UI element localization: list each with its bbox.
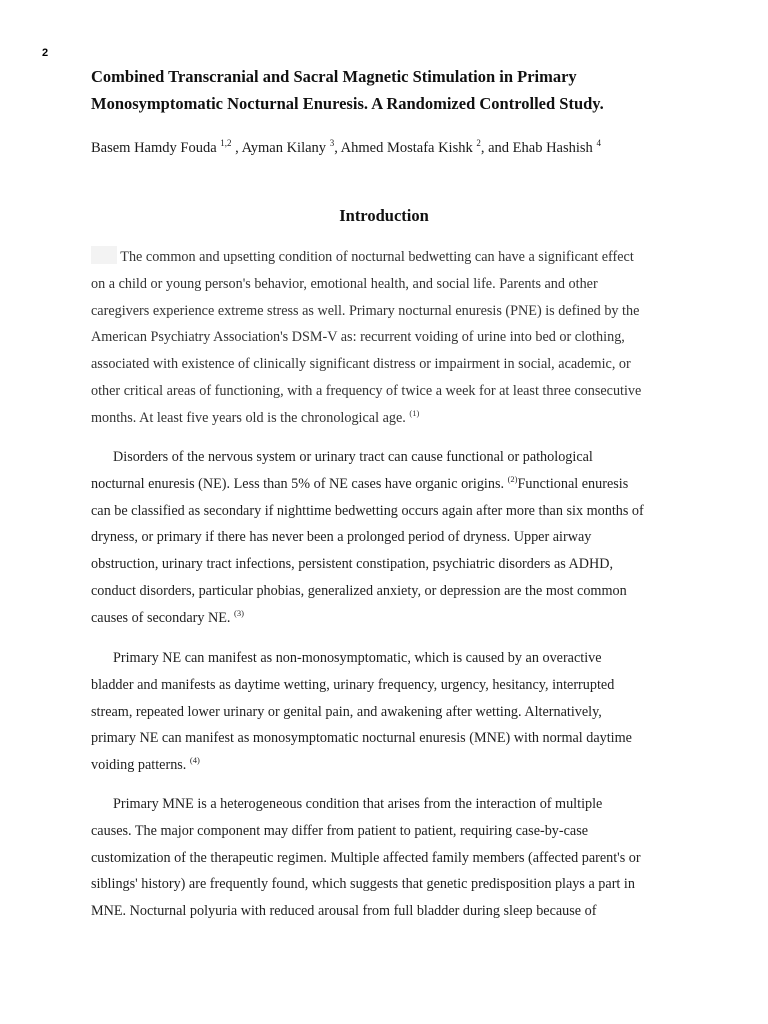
paragraph-line: American Psychiatry Association's DSM-V as: recurrent voiding of urine into bed or clothing, [91,329,625,346]
paragraph-line: other critical areas of functioning, with a frequency of twice a week for at least three consecutive [91,382,642,399]
paragraph-line: MNE. Nocturnal polyuria with reduced arousal from full bladder during sleep because of [91,903,597,920]
author-name: Ehab Hashish [512,140,593,156]
body-paragraph [91,645,691,779]
paragraph-line: The common and upsetting condition of nocturnal bedwetting can have a significant effect [117,249,634,265]
author-separator: , and [480,140,513,156]
paragraph-line: stream, repeated lower urinary or genital pain, and awakening after wetting. Alternatively, [91,703,602,720]
reference-marker: (2) [507,473,518,484]
author-separator: , [231,140,242,156]
paragraph-line: can be classified as secondary if nighttime bedwetting occurs again after more than six months of [91,502,644,519]
author-affiliation: 2 [476,138,481,148]
author-name: Ayman Kilany [241,140,327,156]
author-list [91,138,601,158]
body-paragraph [91,791,691,925]
author-affiliation: 1,2 [220,138,232,148]
author-separator: , [334,140,341,156]
paragraph-line: dryness, or primary if there has never been a prolonged period of dryness. Upper airway [91,529,592,546]
paragraph-line: Primary NE can manifest as non-monosymptomatic, which is caused by an overactive [113,650,602,666]
body-paragraph [91,244,691,432]
paragraph-line: caregivers experience extreme stress as well. Primary nocturnal enuresis (PNE) is defined by the [91,302,640,319]
paragraph-line: months. At least five years old is the chronological age. [91,409,406,426]
reference-marker: (1) [409,407,420,418]
paragraph-line: bladder and manifests as daytime wetting, urinary frequency, urgency, hesitancy, interrupted [91,676,615,693]
author-name: Basem Hamdy Fouda [91,140,217,156]
author-affiliation: 4 [596,138,601,148]
paragraph-line: nocturnal enuresis (NE). Less than 5% of NE cases have organic origins. [91,475,505,492]
reference-marker: (4) [189,755,200,766]
author-name: Ahmed Mostafa Kishk [340,140,473,156]
paragraph-line: siblings' history) are frequently found, which suggests that genetic predisposition plays a part in [91,876,635,893]
author-affiliation: 3 [329,138,335,148]
section-heading: Introduction [339,206,429,225]
paragraph-line: voiding patterns. [91,757,187,774]
paragraph-indent [91,246,117,264]
paragraph-line: obstruction, urinary tract infections, persistent constipation, psychiatric disorders as ADHD, [91,556,614,573]
paragraph-line: customization of the therapeutic regimen. Multiple affected family members (affected parent's or [91,849,641,866]
title-line: Monosymptomatic Nocturnal Enuresis. A Randomized Controlled Study. [91,94,604,113]
paragraph-line: primary NE can manifest as monosymptomatic nocturnal enuresis (MNE) with normal daytime [91,730,632,747]
reference-marker: (3) [234,607,244,618]
paragraph-line: causes of secondary NE. [91,609,231,626]
paragraph-line: conduct disorders, particular phobias, generalized anxiety, or depression are the most common [91,582,627,599]
paragraph-line: Disorders of the nervous system or urinary tract can cause functional or pathological [113,449,593,465]
paper-title [91,63,701,117]
paragraph-line-continuation: Functional enuresis [517,475,629,492]
title-line: Combined Transcranial and Sacral Magnetic Stimulation in Primary [91,67,577,86]
page-number: 2 [42,47,49,59]
body-paragraph [91,444,691,632]
paragraph-line: Primary MNE is a heterogeneous condition that arises from the interaction of multiple [113,796,603,812]
paragraph-line: on a child or young person's behavior, emotional health, and social life. Parents and other [91,275,598,292]
paragraph-line: associated with existence of clinically significant distress or impairment in social, academic, or [91,356,631,373]
paragraph-line: causes. The major component may differ from patient to patient, requiring case-by-case [91,822,589,839]
